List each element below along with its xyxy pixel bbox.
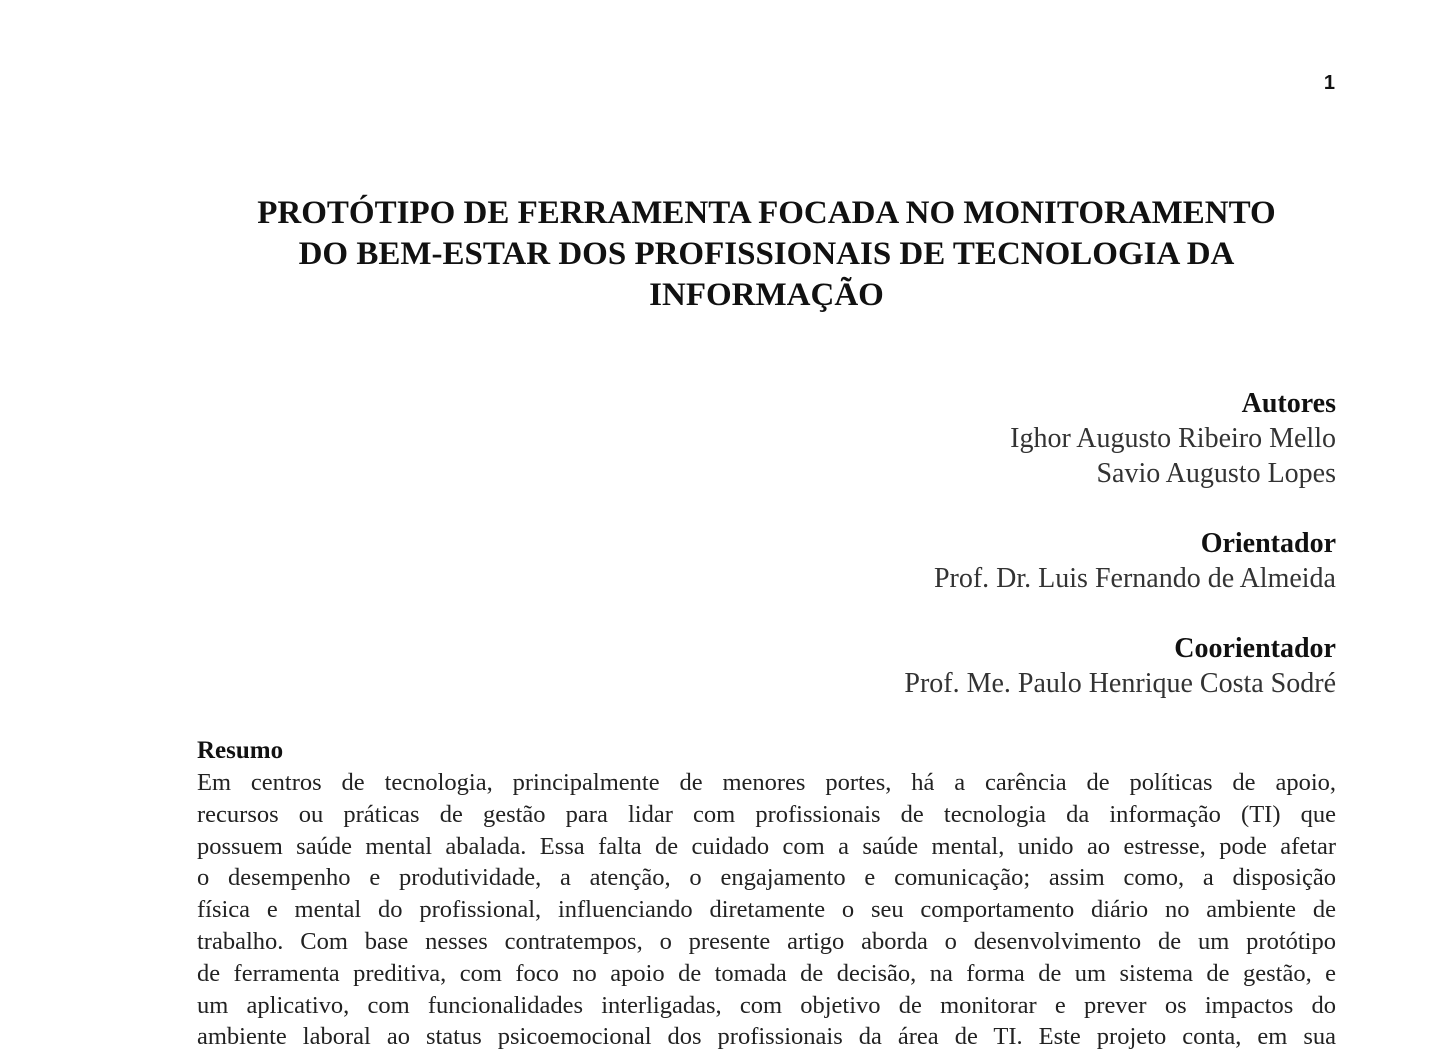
paper-title	[197, 193, 1336, 316]
abstract-heading: Resumo	[197, 737, 284, 764]
title-line: PROTÓTIPO DE FERRAMENTA FOCADA NO MONITORAMENTO	[257, 195, 1276, 231]
abstract-line: um aplicativo, com funcionalidades interligadas, com objetivo de monitorar e prever os impactos do	[197, 991, 1336, 1019]
abstract-line: de ferramenta preditiva, com foco no apoio de tomada de decisão, na forma de um sistema de gestão, e	[197, 959, 1336, 987]
abstract-line: física e mental do profissional, influenciando diretamente o seu comportamento diário no ambiente de	[197, 896, 1336, 924]
authors-group	[636, 386, 1336, 491]
credits-block	[636, 386, 1336, 736]
co-advisor-group	[636, 631, 1336, 701]
advisor-name: Prof. Dr. Luis Fernando de Almeida	[933, 563, 1336, 594]
co-advisor-heading: Coorientador	[1174, 633, 1336, 664]
advisor-heading: Orientador	[1200, 528, 1336, 559]
abstract-body	[197, 767, 1336, 1053]
authors-heading: Autores	[1241, 388, 1336, 419]
title-line: DO BEM-ESTAR DOS PROFISSIONAIS DE TECNOLOGIA DA	[298, 236, 1235, 272]
abstract-line: ambiente laboral ao status psicoemocional dos profissionais da área de TI. Este projeto conta, em sua	[197, 1023, 1336, 1051]
abstract-line: Em centros de tecnologia, principalmente de menores portes, há a carência de políticas de apoio,	[197, 769, 1336, 796]
co-advisor-name: Prof. Me. Paulo Henrique Costa Sodré	[904, 668, 1336, 699]
abstract-line: o desempenho e produtividade, a atenção, o engajamento e comunicação; assim como, a disposição	[197, 864, 1336, 892]
abstract-line: recursos ou práticas de gestão para lidar com profissionais de tecnologia da informação (TI) que	[197, 800, 1336, 828]
advisor-group	[636, 526, 1336, 596]
abstract-line: possuem saúde mental abalada. Essa falta de cuidado com a saúde mental, unido ao estresse, pode afetar	[197, 832, 1336, 860]
author-name: Savio Augusto Lopes	[1096, 458, 1336, 489]
page-number: 1	[1323, 72, 1335, 94]
title-line: INFORMAÇÃO	[649, 277, 884, 313]
abstract-section	[197, 735, 1336, 1053]
abstract-line: trabalho. Com base nesses contratempos, o presente artigo aborda o desenvolvimento de um protótipo	[197, 927, 1336, 955]
author-name: Ighor Augusto Ribeiro Mello	[1010, 423, 1336, 454]
